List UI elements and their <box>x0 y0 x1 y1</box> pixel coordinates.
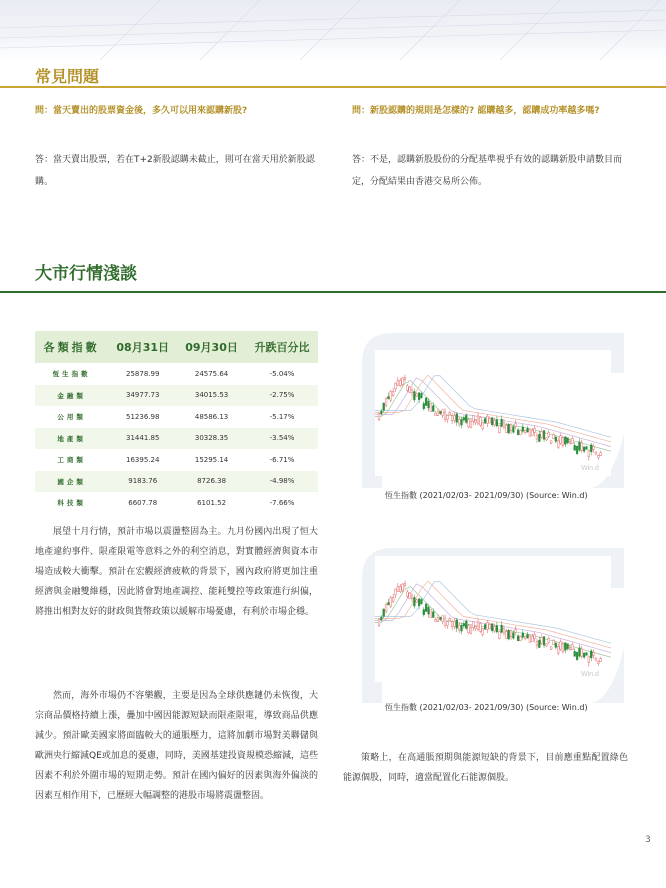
candle-body <box>546 644 548 646</box>
candle-body <box>567 644 569 649</box>
candle-body <box>517 636 519 641</box>
candle-body <box>378 413 380 419</box>
candle-body <box>390 391 392 400</box>
cell-change: -6.71% <box>269 455 295 464</box>
candle-body <box>383 403 385 410</box>
candle-body <box>385 605 387 612</box>
candle-body <box>442 410 444 415</box>
cell-index-name: 公用類 <box>57 413 86 422</box>
cell-sep-value: 30328.35 <box>177 428 246 450</box>
candle-body <box>475 626 477 628</box>
faq-answer-1: 答：當天賣出股票，若在T+2新股認購未截止，則可在當天用於新股認購。 <box>35 155 315 187</box>
cell-sep-value: 34015.53 <box>177 385 246 407</box>
candle-body <box>522 427 524 431</box>
candle-body <box>402 584 404 591</box>
candle-body <box>510 631 512 637</box>
candle-body <box>425 604 427 612</box>
candle-body <box>597 455 599 457</box>
candle-body <box>586 653 588 656</box>
candle-body <box>501 419 503 426</box>
candle-body <box>489 418 491 423</box>
index-table <box>35 331 318 514</box>
chart-watermark: Win.d <box>581 671 599 678</box>
candle-body <box>536 436 538 439</box>
candle-body <box>472 416 474 422</box>
candle-body <box>595 658 597 660</box>
cell-index-name: 科技類 <box>57 499 86 508</box>
cell-index-name: 地產類 <box>35 428 108 450</box>
candle-body <box>590 651 592 658</box>
candle-body <box>402 378 404 385</box>
candle-body <box>487 622 489 629</box>
cell-aug-value: 51236.98 <box>126 412 160 421</box>
candle-body <box>581 443 583 451</box>
faq-question-2: 問：新股認購的規則是怎樣的? 認購越多，認購成功率越多嗎? <box>352 106 600 116</box>
candle-body <box>496 420 498 426</box>
candle-body <box>383 609 385 616</box>
hsi-chart-1 <box>375 350 611 476</box>
candle-body <box>548 432 550 436</box>
chart-watermark: Win.d <box>581 465 599 472</box>
cell-sep-value: 8726.38 <box>177 471 246 493</box>
table-row <box>35 385 318 407</box>
cell-index-name: 金融類 <box>35 385 108 407</box>
candle-body <box>413 598 415 606</box>
cell-aug-value: 34977.73 <box>108 385 177 407</box>
candle-body <box>505 631 507 638</box>
candle-body <box>423 610 425 615</box>
candle-body <box>395 383 397 389</box>
cell-index-name: 國企類 <box>35 471 108 493</box>
header-change: 升跌百分比 <box>246 331 318 363</box>
candle-body <box>479 417 481 425</box>
candle-body <box>388 397 390 399</box>
candle-body <box>399 586 401 591</box>
candle-body <box>395 589 397 595</box>
candle-body <box>437 618 439 622</box>
candle-body <box>418 393 420 400</box>
cell-index-name: 工商類 <box>57 456 86 465</box>
candle-body <box>534 428 536 432</box>
candle-body <box>416 394 418 396</box>
candle-body <box>446 416 448 420</box>
candle-body <box>534 634 536 638</box>
candle-body <box>458 625 460 630</box>
candle-body <box>378 619 380 625</box>
candle-body <box>555 437 557 441</box>
cell-sep-value: 6101.52 <box>197 498 227 507</box>
moving-average-line <box>375 582 611 644</box>
candle-body <box>421 393 423 398</box>
candle-body <box>477 622 479 629</box>
cell-change: -4.98% <box>246 471 318 493</box>
moving-average-line <box>375 581 611 648</box>
candle-body <box>388 603 390 605</box>
candle-body <box>465 415 467 422</box>
cell-change: -3.54% <box>246 428 318 450</box>
cell-sep-value: 48586.13 <box>194 412 229 421</box>
candle-body <box>583 447 585 451</box>
candle-body <box>477 416 479 423</box>
candle-body <box>454 415 456 420</box>
candle-body <box>503 629 505 633</box>
candle-body <box>479 623 481 631</box>
candle-body <box>484 625 486 630</box>
header-index: 各類指數 <box>35 331 108 363</box>
cell-change: -2.75% <box>246 385 318 407</box>
candle-body <box>569 441 571 443</box>
candle-body <box>593 446 595 449</box>
moving-average-line <box>375 375 611 442</box>
candle-body <box>449 412 451 414</box>
candle-body <box>413 392 415 400</box>
candle-body <box>491 418 493 425</box>
candle-body <box>439 412 441 414</box>
candle-body <box>416 600 418 602</box>
candle-body <box>560 436 562 443</box>
candle-body <box>494 627 496 631</box>
candle-body <box>574 445 576 450</box>
strategy-paragraph <box>343 748 628 788</box>
faq-question-1: 問：當天賣出的股票資金後，多久可以用來認購新股? <box>35 106 248 116</box>
candle-body <box>583 653 585 657</box>
candle-body <box>595 452 597 454</box>
candle-body <box>520 430 522 434</box>
candle-body <box>470 627 472 634</box>
candle-body <box>496 626 498 632</box>
candle-body <box>428 401 430 408</box>
table-row <box>35 492 318 514</box>
candle-body <box>442 616 444 621</box>
candle-body <box>564 437 566 444</box>
hsi-candlestick-chart <box>375 556 611 682</box>
table-row <box>35 449 318 471</box>
hsi-chart-2 <box>375 556 611 682</box>
candle-body <box>524 430 526 432</box>
cell-aug-value: 25878.99 <box>126 369 160 378</box>
candle-body <box>411 390 413 393</box>
candle-body <box>520 636 522 640</box>
candle-body <box>430 404 432 412</box>
candle-body <box>484 419 486 424</box>
candle-body <box>541 431 543 437</box>
candle-body <box>548 638 550 642</box>
candle-body <box>529 430 531 437</box>
candle-body <box>557 440 559 447</box>
candle-body <box>468 626 470 633</box>
candle-body <box>515 423 517 426</box>
candle-body <box>588 656 590 662</box>
candle-body <box>555 643 557 647</box>
candle-body <box>531 430 533 435</box>
candle-body <box>557 646 559 653</box>
paragraph-text: 然而，海外市場仍不容樂觀，主要是因為全球供應鏈仍未恢復，大宗商品價格持續上漲，疊加中國因能源短缺而限產限電，導致商品供應減少。預計歐美國家將面臨較大的通脹壓力，這將加劇市場對美聯儲與歐洲央行縮減QE或加息的憂慮，同時，美國基建投資規模恐縮減，這些因素不利於外圍市場的短期走勢。預計在國內偏好的因素與海外偏淡的因素互相作用下，已歷經大幅調整的港股市場將震盪整固。 <box>35 691 318 801</box>
candle-body <box>380 617 382 620</box>
candle-body <box>522 633 524 637</box>
candle-body <box>397 381 399 385</box>
candle-body <box>428 607 430 614</box>
candle-body <box>576 652 578 660</box>
market-outlook-paragraph <box>35 522 318 622</box>
cell-aug-value: 9183.76 <box>108 471 177 493</box>
candle-body <box>451 622 453 627</box>
cell-aug-value: 6607.78 <box>128 498 158 507</box>
candle-body <box>590 445 592 452</box>
candle-body <box>501 625 503 632</box>
cell-change: -5.17% <box>269 412 295 421</box>
candle-body <box>515 629 517 632</box>
candle-body <box>562 438 564 446</box>
candle-body <box>510 425 512 431</box>
header-band <box>0 0 666 60</box>
candle-body <box>421 599 423 604</box>
candle-body <box>546 438 548 440</box>
candle-body <box>593 652 595 655</box>
paragraph-text: 策略上，在高通脹預期與能源短缺的背景下，目前應重點配置綠色能源個股，同時，適當配置化石能源個股。 <box>343 753 628 783</box>
candle-body <box>456 414 458 422</box>
candle-body <box>385 399 387 406</box>
faq-answer-2: 答：不是，認購新股股份的分配基準視乎有效的認購新股申請數目而定，分配結果由香港交易所公佈。 <box>352 155 623 187</box>
candle-body <box>581 649 583 657</box>
header-sep: 09月30日 <box>177 331 246 363</box>
candle-body <box>513 427 515 433</box>
candle-body <box>541 637 543 643</box>
candle-body <box>432 406 434 412</box>
candle-body <box>472 622 474 628</box>
candle-body <box>503 423 505 427</box>
candle-body <box>409 387 411 392</box>
candle-body <box>571 438 573 443</box>
candle-body <box>461 625 463 631</box>
table-row <box>35 428 318 450</box>
candle-body <box>482 423 484 429</box>
cell-aug-value: 31441.85 <box>108 428 177 450</box>
candle-body <box>498 631 500 639</box>
candle-body <box>553 434 555 438</box>
table-row <box>35 471 318 493</box>
candle-body <box>423 404 425 409</box>
candle-body <box>425 398 427 406</box>
cell-change: -7.66% <box>269 498 295 507</box>
candle-body <box>397 587 399 591</box>
candle-body <box>579 442 581 450</box>
candle-body <box>392 392 394 396</box>
candle-body <box>411 596 413 599</box>
table-row <box>35 363 318 385</box>
candle-body <box>517 430 519 435</box>
faq-divider <box>0 86 666 88</box>
candle-body <box>567 438 569 443</box>
candle-body <box>538 640 540 647</box>
page-number: 3 <box>645 835 651 845</box>
candle-body <box>439 618 441 620</box>
cell-sep-value: 24575.64 <box>194 369 229 378</box>
candle-body <box>508 424 510 433</box>
candle-body <box>418 599 420 606</box>
candle-body <box>454 621 456 626</box>
candle-body <box>550 647 552 650</box>
candle-body <box>463 624 465 627</box>
candle-body <box>468 420 470 427</box>
cell-sep-value: 15295.14 <box>194 455 229 464</box>
market-section-title: 大市行情淺談 <box>35 264 137 284</box>
cell-index-name: 恆生指數 <box>52 370 91 379</box>
candle-body <box>430 610 432 618</box>
candle-body <box>513 633 515 639</box>
candle-body <box>435 413 437 415</box>
candle-body <box>437 412 439 416</box>
candle-body <box>553 640 555 644</box>
candle-body <box>491 624 493 631</box>
candle-body <box>406 386 408 390</box>
faq-section-title: 常見問題 <box>35 67 100 86</box>
candle-body <box>543 431 545 440</box>
candle-body <box>489 624 491 629</box>
hsi-candlestick-chart <box>375 350 611 476</box>
candle-body <box>560 642 562 649</box>
candle-body <box>487 416 489 423</box>
candle-body <box>444 412 446 419</box>
paragraph-text: 展望十月行情，預計市場以震盪整固為主。九月份國內出現了恒大地產違約事件、限產限電等意料之外的利空消息，對實體經濟與資本市場造成較大衝擊。預計在宏觀經濟疲軟的背景下，國內政府將更加注重經濟與金融雙維穩，因此將會對地產調控、能耗雙控等政策進行糾偏，將推出相對友好的財政與貨幣政策以緩解市場憂慮，有利於市場企穩。 <box>35 527 318 617</box>
candle-body <box>586 447 588 450</box>
candle-body <box>432 612 434 618</box>
candle-body <box>571 644 573 649</box>
cell-aug-value: 16395.24 <box>126 455 160 464</box>
candle-body <box>380 411 382 414</box>
candle-body <box>404 583 406 585</box>
header-grid-decoration <box>0 0 666 60</box>
candle-body <box>470 421 472 428</box>
candle-body <box>538 434 540 441</box>
candle-body <box>536 642 538 645</box>
candle-body <box>529 636 531 643</box>
candle-body <box>465 621 467 628</box>
candle-body <box>527 428 529 432</box>
candle-body <box>404 377 406 379</box>
candle-body <box>531 636 533 641</box>
candle-body <box>475 420 477 422</box>
candle-body <box>543 637 545 646</box>
candle-body <box>449 618 451 620</box>
candle-body <box>569 647 571 649</box>
chart-1-caption: 恆生指數 (2021/02/03- 2021/09/30) (Source: Win.d) <box>385 491 588 500</box>
candle-body <box>498 425 500 433</box>
candle-body <box>451 416 453 421</box>
candle-body <box>406 592 408 596</box>
candle-body <box>527 634 529 638</box>
candle-body <box>508 630 510 639</box>
market-divider <box>0 291 666 293</box>
overseas-market-paragraph <box>35 686 318 806</box>
candle-body <box>435 619 437 621</box>
candle-body <box>446 622 448 626</box>
candle-body <box>597 661 599 663</box>
moving-average-line <box>375 376 611 438</box>
candle-body <box>494 421 496 425</box>
candle-body <box>550 441 552 444</box>
candle-body <box>463 418 465 421</box>
candle-body <box>444 618 446 625</box>
candle-body <box>588 450 590 456</box>
chart-2-caption: 恆生指數 (2021/02/03- 2021/09/30) (Source: Win.d) <box>385 703 588 712</box>
index-table-header <box>35 331 318 363</box>
candle-body <box>505 425 507 432</box>
candle-body <box>399 380 401 385</box>
candle-body <box>576 446 578 454</box>
candle-body <box>574 651 576 656</box>
candle-body <box>390 597 392 606</box>
candle-body <box>600 659 602 662</box>
candle-body <box>562 644 564 652</box>
cell-change: -5.04% <box>269 369 295 378</box>
header-aug: 08月31日 <box>108 331 177 363</box>
candle-body <box>458 419 460 424</box>
candle-body <box>409 593 411 598</box>
candle-body <box>392 598 394 602</box>
candle-body <box>482 629 484 635</box>
candle-body <box>456 620 458 628</box>
table-row <box>35 406 318 428</box>
candle-body <box>564 643 566 650</box>
candle-body <box>461 419 463 425</box>
candle-body <box>524 636 526 638</box>
candle-body <box>600 453 602 456</box>
candle-body <box>579 648 581 656</box>
